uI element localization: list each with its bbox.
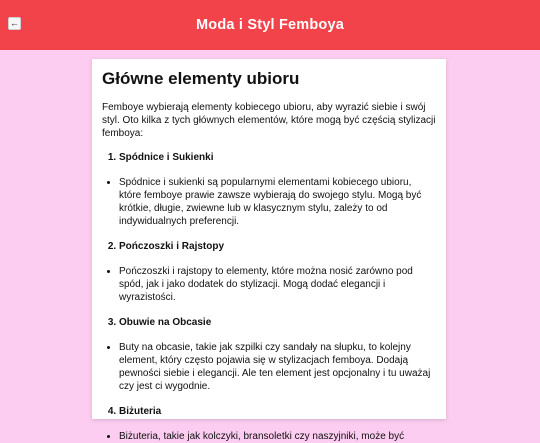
numbered-heading-2 [102, 240, 436, 253]
description-list-1 [102, 176, 436, 228]
arrow-left-icon: ← [10, 18, 19, 28]
description-list-4 [102, 430, 436, 443]
numbered-heading-1 [102, 151, 436, 164]
section-heading: Główne elementy ubioru [102, 69, 300, 88]
list-item: • Biżuteria, takie jak kolczyki, bransoletki czy naszyjniki, może być [119, 430, 436, 443]
list-heading: 2. Pończoszki i Rajstopy [119, 240, 436, 253]
numbered-heading-3 [102, 316, 436, 329]
description-list-2 [102, 265, 436, 304]
list-heading: 4. Biżuteria [119, 405, 436, 418]
description-list-3 [102, 341, 436, 393]
list-heading: 3. Obuwie na Obcasie [119, 316, 436, 329]
list-heading: 1. Spódnice i Sukienki [119, 151, 436, 164]
list-item: • Spódnice i sukienki są popularnymi elementami kobiecego ubioru, które femboye prawie zawsze wybierają do swojego stylu. Mogą być krótkie, długie, zwiewne lub w klasycznym stylu, zależy to od indywidualnych preferencji. [119, 176, 436, 228]
content-card [92, 59, 446, 442]
intro-paragraph: Femboye wybierają elementy kobiecego ubioru, aby wyrazić siebie i swój styl. Oto kilka z tych głównych elementów, które mogą być częścią stylizacji femboya: [102, 102, 436, 139]
list-item: • Pończoszki i rajstopy to elementy, które można nosić zarówno pod spód, jak i jako dodatek do stylizacji. Mogą dodać elegancji i wyrazistości. [119, 265, 436, 304]
page-title: Moda i Styl Femboya [195, 17, 345, 33]
back-button[interactable] [8, 17, 21, 30]
list-item: • Buty na obcasie, takie jak szpilki czy sandały na słupku, to kolejny element, który często pojawia się w stylizacjach femboya. Dodają pewności siebie i elegancji. Ale ten element jest opcjonalny i tu uważaj czy jest ci wygodnie. [119, 341, 436, 393]
top-app-bar [0, 0, 540, 50]
numbered-heading-4 [102, 405, 436, 418]
